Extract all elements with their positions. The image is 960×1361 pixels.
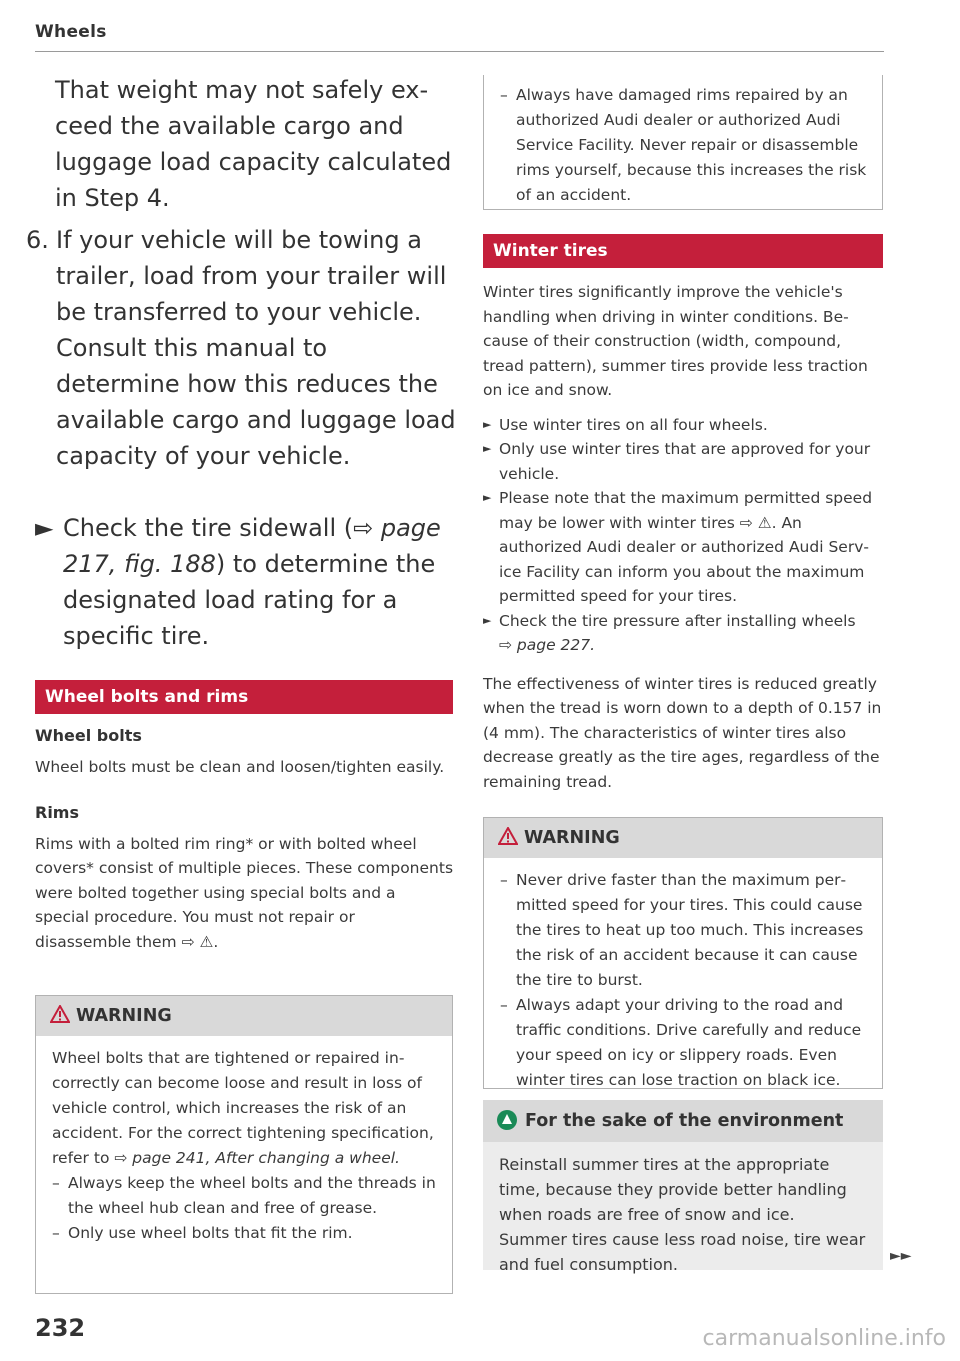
warning-triangle-icon [498, 827, 518, 845]
warning-triangle-icon [50, 1005, 70, 1023]
section-header: Wheels [35, 22, 107, 42]
environment-box [483, 1100, 883, 1274]
environment-header: For the sake of the environment [483, 1100, 883, 1142]
winter-bullet-list [483, 413, 883, 658]
environment-leaf-icon [497, 1110, 517, 1130]
warning-ref-link[interactable]: ⇨ ⚠. [181, 932, 219, 951]
winter-tires-section [483, 280, 883, 794]
check-sidewall-item [35, 510, 453, 654]
subheading-wheel-bolts: Wheel bolts [35, 726, 142, 745]
step-6 [26, 222, 456, 474]
page-number: 232 [35, 1314, 86, 1342]
wheel-bolts-warning-box [35, 995, 453, 1294]
section-title-winter-tires: Winter tires [483, 234, 883, 268]
warning-item: – Always adapt your driving to the road and traffic conditions. Drive carefully and reduce your speed on icy or slippery roads. Even winter tires can lose traction on black ice. [500, 996, 862, 1089]
wheel-bolts-text: Wheel bolts must be clean and loosen/tighten easily. [35, 757, 445, 776]
continuation-text: That weight may not safely exceed the available cargo and luggage load capacity calculated in Step 4. [55, 76, 452, 212]
watermark: carmanualsonline.info [702, 1326, 946, 1351]
winter-warning-box [483, 817, 883, 1089]
rims-text: Rims with a bolted rim ring* or with bolted wheel covers* consist of multiple pieces. These components were bolted together using special bolts and a special procedure. You must not repair or disassemble them ⇨ ⚠. [35, 834, 454, 951]
step-number: 6. [26, 226, 49, 254]
warning-item: – Always keep the wheel bolts and the threads in the wheel hub clean and free of grease. [52, 1174, 436, 1217]
warning-header: WARNING [36, 996, 452, 1036]
list-item: ► Only use winter tires that are approved for your vehicle. [483, 440, 871, 483]
environment-text: Reinstall summer tires at the appropriate time, because they provide better handling when roads are free of snow and ice. Summer tires cause less road noise, tire wear and fuel consumption. [499, 1155, 866, 1274]
list-item: ► Please note that the maximum permitted speed may be lower with winter tires ⇨ ⚠. An authorized Audi dealer or authorized Audi Service Facility can inform you about the maximum permitted speed for your tires. [483, 489, 873, 605]
page-link[interactable]: ⇨ page 227. [499, 636, 596, 654]
winter-effectiveness-text: The effectiveness of winter tires is reduced greatly when the tread is worn down to a depth of 0.157 in (4 mm). The characteristics of winter tires also decrease greatly as the tire ages, regardless of the remaining tread. [483, 674, 882, 791]
step-6-text: If your vehicle will be towing a trailer, load from your trailer will be transferred to your vehicle. Consult this manual to determine how this reduces the available cargo and luggage load capacity of your vehicle. [56, 226, 456, 470]
subheading-rims: Rims [35, 803, 79, 822]
warning-body [36, 1036, 452, 1254]
warning-item: – Never drive faster than the maximum permitted speed for your tires. This could cause the tires to heat up too much. This increases the risk of an accident because it can cause the tire to burst. [500, 871, 864, 989]
list-item: ► Use winter tires on all four wheels. [483, 415, 768, 434]
page-link[interactable]: ⇨ page 241, After changing a wheel. [114, 1149, 400, 1167]
rims-warning-continuation-box [483, 75, 883, 210]
bullet-triangle-icon: ► [35, 514, 54, 542]
wheel-bolts-section [35, 724, 453, 954]
list-item: ► Check the tire pressure after installing wheels ⇨ page 227. [483, 611, 856, 654]
winter-intro-text: Winter tires significantly improve the vehicle's handling when driving in winter conditions. Because of their construction (width, compound, tread pattern), summer tires provide less traction on ice and snow. [483, 283, 868, 399]
warning-body [484, 75, 882, 216]
warning-text: Wheel bolts that are tightened or repaired incorrectly can become loose and result in loss of vehicle control, which increases the risk of an accident. For the correct tightening specification, refer to ⇨ page 241, After changing a wheel. [52, 1049, 434, 1167]
warning-body [484, 858, 882, 1101]
warning-header: WARNING [484, 818, 882, 858]
continued-arrow-icon: ►► [890, 1248, 912, 1264]
warning-item: – Only use wheel bolts that fit the rim. [52, 1224, 353, 1242]
warning-item: – Always have damaged rims repaired by an authorized Audi dealer or authorized Audi Service Facility. Never repair or disassemble rims yourself, because this increases the risk of an accident. [500, 86, 867, 204]
header-divider [35, 51, 884, 52]
page-link[interactable]: ⇨ page 217, fig. 188 [63, 514, 441, 578]
check-sidewall-text: Check the tire sidewall (⇨ page 217, fig. 188) to determine the designated load rating for a specific tire. [63, 514, 441, 650]
section-title-wheel-bolts: Wheel bolts and rims [35, 680, 453, 714]
